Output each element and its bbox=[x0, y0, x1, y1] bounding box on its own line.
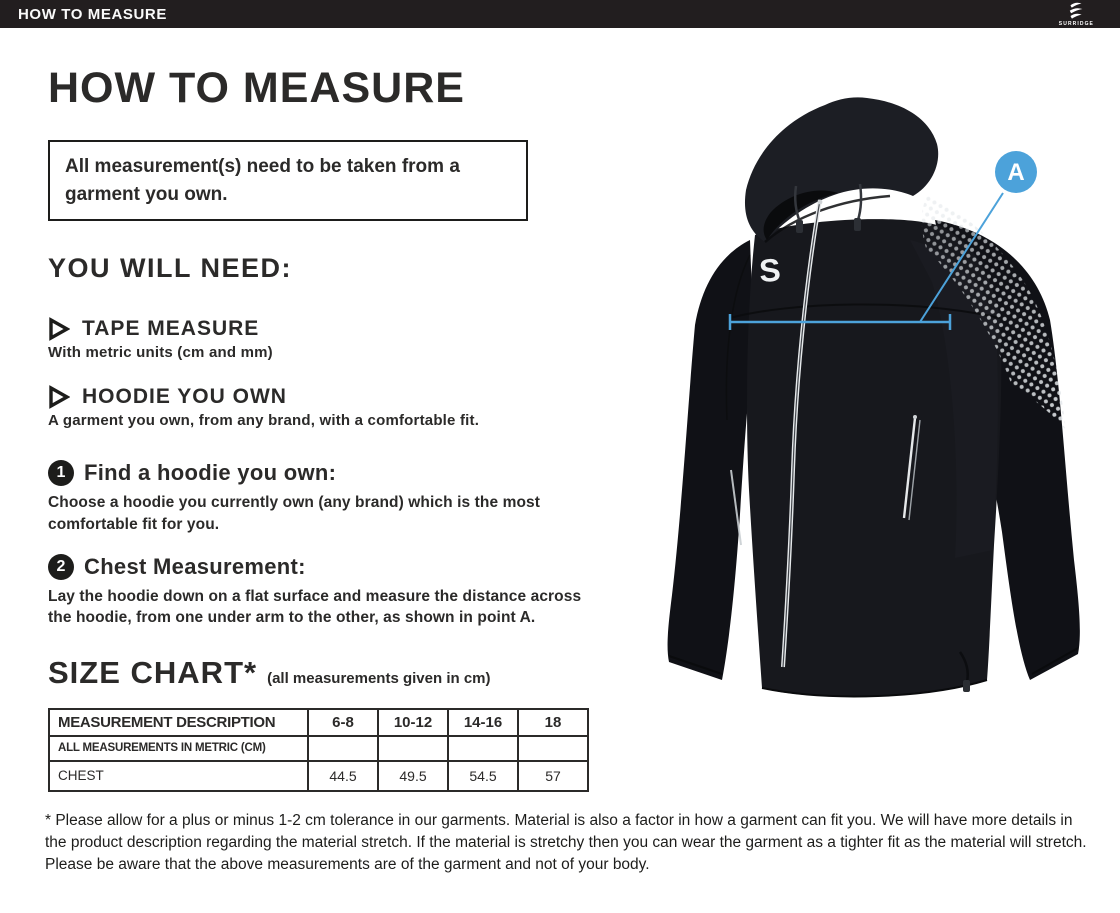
row-label: CHEST bbox=[49, 761, 308, 791]
need-item-label: TAPE MEASURE bbox=[82, 317, 260, 341]
step-number-badge: 1 bbox=[48, 460, 74, 486]
table-row bbox=[49, 736, 588, 761]
content-column bbox=[48, 66, 608, 792]
table-cell bbox=[448, 736, 518, 761]
step-title: Chest Measurement: bbox=[84, 553, 306, 579]
top-bar bbox=[0, 0, 1120, 28]
need-item-description: With metric units (cm and mm) bbox=[48, 344, 273, 362]
row-label: ALL MEASUREMENTS IN METRIC (CM) bbox=[49, 736, 308, 761]
table-header-row bbox=[49, 709, 588, 736]
page-title: HOW TO MEASURE bbox=[48, 64, 465, 112]
table-cell: 54.5 bbox=[448, 761, 518, 791]
need-item-label: HOODIE YOU OWN bbox=[82, 385, 287, 409]
step-1 bbox=[48, 460, 608, 535]
size-chart-subtitle: (all measurements given in cm) bbox=[267, 669, 491, 687]
column-header: 6-8 bbox=[308, 709, 378, 736]
annotation-a-badge bbox=[995, 151, 1037, 193]
table-cell bbox=[308, 736, 378, 761]
step-body: Choose a hoodie you currently own (any brand) which is the most comfortable fit for you. bbox=[48, 494, 541, 533]
notice-box: All measurement(s) need to be taken from a garment you own. bbox=[48, 140, 528, 221]
surridge-logo-brand: SURRIDGE bbox=[1058, 21, 1094, 27]
tolerance-footnote: * Please allow for a plus or minus 1-2 cm tolerance in our garments. Material is also a factor in how a garment can fit you. We will have more details in the product description regarding the material stretch. If the material is stretchy then you can wear the garment as a tighter fit as the material will stretch. Please be aware that the above measurements are of the garment and not of your body. bbox=[45, 812, 1087, 873]
top-bar-title: HOW TO MEASURE bbox=[18, 5, 167, 23]
table-cell bbox=[518, 736, 588, 761]
step-number-badge: 2 bbox=[48, 554, 74, 580]
column-header: 14-16 bbox=[448, 709, 518, 736]
hoodie-product-image bbox=[610, 90, 1110, 710]
chest-logo-letter: S bbox=[757, 251, 782, 289]
step-title: Find a hoodie you own: bbox=[84, 460, 337, 486]
table-cell: 44.5 bbox=[308, 761, 378, 791]
table-cell: 57 bbox=[518, 761, 588, 791]
hoodie-body bbox=[726, 219, 1001, 696]
table-row bbox=[49, 761, 588, 791]
step-body: Lay the hoodie down on a flat surface and measure the distance across the hoodie, from one under arm to the other, as shown in point A. bbox=[48, 587, 582, 627]
size-chart-table bbox=[48, 708, 589, 792]
column-header: MEASUREMENT DESCRIPTION bbox=[49, 709, 308, 736]
need-item-description: A garment you own, from any brand, with a comfortable fit. bbox=[48, 412, 480, 430]
step-2 bbox=[48, 554, 608, 629]
column-header: 18 bbox=[518, 709, 588, 736]
svg-text:A: A bbox=[1007, 159, 1025, 186]
size-chart-title: SIZE CHART* bbox=[48, 654, 258, 690]
need-item-hoodie bbox=[48, 385, 608, 429]
size-chart-heading bbox=[48, 655, 608, 691]
you-will-need-heading: YOU WILL NEED: bbox=[48, 253, 293, 284]
need-item-tape-measure bbox=[48, 317, 608, 361]
table-cell bbox=[378, 736, 448, 761]
table-cell: 49.5 bbox=[378, 761, 448, 791]
surridge-logo bbox=[1059, 2, 1094, 27]
triangle-bullet-icon bbox=[48, 385, 70, 409]
surridge-logo-icon bbox=[1066, 2, 1086, 20]
column-header: 10-12 bbox=[378, 709, 448, 736]
triangle-bullet-icon bbox=[48, 317, 70, 341]
